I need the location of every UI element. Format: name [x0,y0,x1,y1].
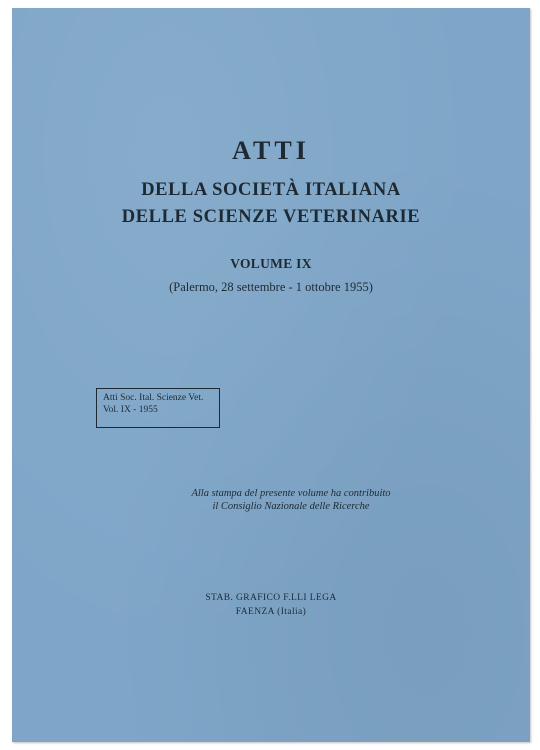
printer-name: STAB. GRAFICO F.LLI LEGA [205,593,337,603]
contribution-note-line-2: il Consiglio Nazionale delle Ricerche [212,501,370,512]
printer-location: FAENZA (Italia) [235,607,307,617]
volume-label: VOLUME IX [230,256,312,271]
citation-line-2: Vol. IX - 1955 [103,405,158,415]
citation-line-1: Atti Soc. Ital. Scienze Vet. [103,393,204,403]
cover-subtitle-line-1: DELLA SOCIETÀ ITALIANA [141,180,401,200]
cover-subtitle-line-2: DELLE SCIENZE VETERINARIE [121,207,421,227]
congress-dates: (Palermo, 28 settembre - 1 ottobre 1955) [169,280,373,294]
citation-box [96,388,220,428]
contribution-note-line-1: Alla stampa del presente volume ha contribuito [191,488,391,499]
book-cover [12,8,530,742]
cover-title: ATTI [232,136,310,165]
